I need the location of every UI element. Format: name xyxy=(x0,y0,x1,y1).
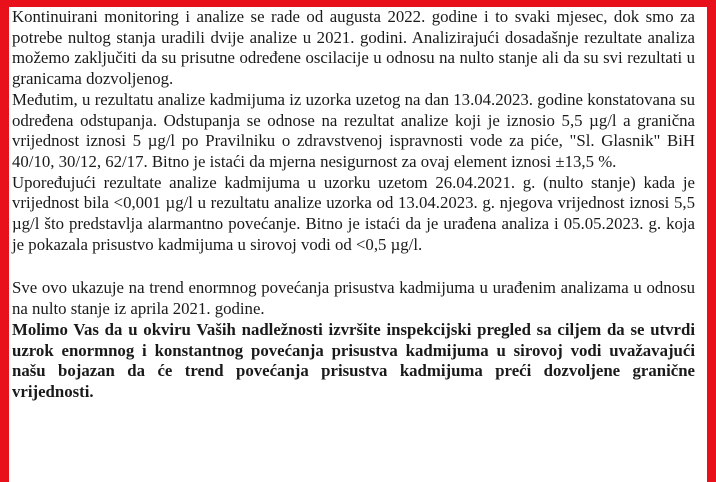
paragraph-monitoring: Kontinuirani monitoring i analize se rade od augusta 2022. godine i to svaki mjesec, dok smo za potrebe nultog stanja uradili dvije analize u 2021. godini. Analizirajući dosadašnje rezultate analiza možemo zaključiti da su prisutne određene oscilacije u odnosu na nulto stanje ali da su svi rezultati u granicama dozvoljenog. xyxy=(12,7,695,89)
paragraph-spacer xyxy=(12,255,695,278)
paragraph-deviation: Međutim, u rezultatu analize kadmijuma iz uzorka uzetog na dan 13.04.2023. godine konstatovana su određena odstupanja. Odstupanja se odnose na rezultat analize koji je iznosio 5,5 µg/l a granična vrijednost iznosi 5 µg/l po Pravilniku o zdravstvenoj ispravnosti vode za piće, "Sl. Glasnik" BiH 40/10, 30/12, 62/17. Bitno je istaći da mjerna nesigurnost za ovaj element iznosi ±13,5 %. xyxy=(12,89,695,171)
paragraph-trend: Sve ovo ukazuje na trend enormnog povećanja prisustva kadmijuma u urađenim analizama u odnosu na nulto stanje iz aprila 2021. godine. xyxy=(12,278,695,319)
document-body xyxy=(12,7,695,403)
paragraph-comparison: Upoređujući rezultate analize kadmijuma u uzorku uzetom 26.04.2021. g. (nulto stanje) kada je vrijednost bila <0,001 µg/l u rezultatu analize uzorka od 13.04.2023. g. njegova vrijednost iznosi 5,5 µg/l što predstavlja alarmantno povećanje. Bitno je istaći da je urađena analiza i 05.05.2023. g. koja je pokazala prisustvo kadmijuma u sirovoj vodi od <0,5 µg/l. xyxy=(12,172,695,254)
paragraph-request: Molimo Vas da u okviru Vaših nadležnosti izvršite inspekcijski pregled sa ciljem da se utvrdi uzrok enormnog i konstantnog povećanja prisustva kadmijuma u sirovoj vodi uvažavajući našu bojazan da će trend povećanja prisustva kadmijuma preći dozvoljene granične vrijednosti. xyxy=(12,319,695,401)
